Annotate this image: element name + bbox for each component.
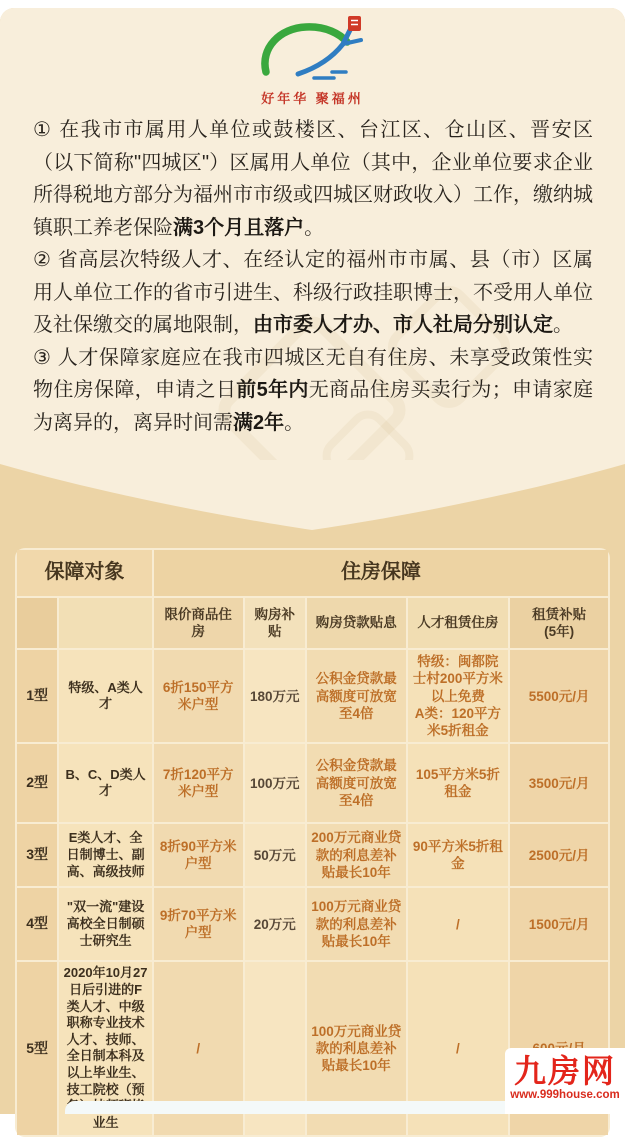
talent-category-cell: "双一流"建设高校全日制硕士研究生	[59, 888, 152, 960]
benefit-cell: 2500元/月	[510, 824, 608, 886]
text-segment: 。	[304, 216, 325, 239]
brand-site-url: www.999house.com	[510, 1089, 620, 1101]
text-segment: 满3个月且落户	[173, 216, 305, 239]
row-type-cell: 5型	[17, 962, 57, 1134]
brand-logo: 九房网	[513, 1053, 616, 1089]
benefit-cell: 180万元	[245, 650, 305, 742]
benefit-cell: 20万元	[245, 888, 305, 960]
table-row	[17, 650, 608, 742]
text-segment: 由市委人才办、市人社局分别认定	[253, 314, 553, 336]
benefit-cell: 9折70平方米户型	[154, 888, 243, 960]
benefit-cell: 90平方米5折租金	[408, 824, 509, 886]
policy-paragraph-1	[33, 114, 593, 244]
benefit-cell: 200万元商业贷款的利息差补贴最长10年	[307, 824, 406, 886]
benefit-cell: 3500元/月	[510, 744, 608, 822]
intro-panel	[0, 8, 625, 460]
benefit-cell: 公积金贷款最高额度可放宽至4倍	[307, 650, 406, 742]
row-type-cell: 4型	[17, 888, 57, 960]
text-segment: 。	[553, 314, 573, 336]
benefit-cell: 100万元商业贷款的利息差补贴最长10年	[307, 962, 406, 1134]
benefit-cell: /	[408, 888, 509, 960]
text-segment: 前5年内	[236, 379, 309, 401]
table-subheader-empty	[17, 598, 57, 648]
col-header-rental-housing: 人才租赁住房	[408, 598, 509, 648]
talent-category-cell: 2020年10月27日后引进的F类人才、中级职称专业技术人才、技师、全日制本科及以上毕业生、技工院校（预 业生	[59, 962, 152, 1134]
talent-category-cell: 特级、A类人才	[59, 650, 152, 742]
table-row	[17, 888, 608, 960]
poster-card	[0, 8, 625, 1130]
text-segment: ② 省高层次特级人才、在经认定的福州市市属、县（市）区属用人单位工作的省市引进生、科级行政挂职博士，不受用人单位及社保缴交的属地限制，	[33, 249, 593, 336]
benefit-cell: /	[408, 962, 509, 1134]
benefit-cell: 100万元商业贷款的利息差补贴最长10年	[307, 888, 406, 960]
col-header-loan-discount: 购房贷款贴息	[307, 598, 406, 648]
text-segment: ① 在我市市属用人单位或鼓楼区、台江区、仓山区、晋安区（以下简称"四城区"）区属用人单位（其中，企业单位要求企业所得税地方部分为福州市市级或四城区财政收入）工作，缴纳城镇职工养老保险	[33, 119, 593, 239]
benefit-cell: 公积金贷款最高额度可放宽至4倍	[307, 744, 406, 822]
table-header-target-group: 保障对象	[17, 550, 152, 596]
text-segment: ③ 人才保障家庭应在我市四城区无自有住房、未享受政策性实物住房保障，申请之日	[33, 346, 593, 401]
policy-intro	[33, 114, 593, 439]
brand-watermark	[505, 1048, 625, 1114]
table-row	[17, 824, 608, 886]
benefit-cell: 7折120平方米户型	[154, 744, 243, 822]
table-header-housing-group: 住房保障	[154, 550, 608, 596]
row-type-cell: 2型	[17, 744, 57, 822]
header-logo	[0, 14, 625, 107]
fuzhou-brush-logo-icon	[238, 14, 388, 86]
col-header-price-housing: 限价商品住房	[154, 598, 243, 648]
table-subheader-empty	[59, 598, 152, 648]
benefit-cell: 50万元	[245, 824, 305, 886]
table-row	[17, 744, 608, 822]
panel-curved-edge	[0, 460, 625, 530]
benefit-cell: /	[154, 962, 243, 1134]
logo-slogan: 好年华 聚福州	[261, 91, 364, 106]
benefit-cell: 8折90平方米户型	[154, 824, 243, 886]
text-segment: 满2年	[233, 411, 285, 434]
benefit-cell: 100万元	[245, 744, 305, 822]
benefit-cell: 105平方米5折租金	[408, 744, 509, 822]
policy-paragraph-2	[33, 244, 593, 342]
policy-paragraph-3	[33, 342, 593, 440]
col-header-rent-subsidy: 租赁补贴 (5年)	[510, 598, 608, 648]
talent-category-cell: E类人才、全日制博士、副高、高级技师	[59, 824, 152, 886]
benefit-cell: 5500元/月	[510, 650, 608, 742]
col-header-purchase-subsidy: 购房补贴	[245, 598, 305, 648]
text-segment: 无商品住房买卖行为；申请家庭为离异的，离异时间需	[33, 379, 594, 434]
benefit-cell: 特级：闽都院士村200平方米以上免费 A类：120平方米5折租金	[408, 650, 509, 742]
row-type-cell: 3型	[17, 824, 57, 886]
benefit-cell: 1500元/月	[510, 888, 608, 960]
benefit-cell: 6折150平方米户型	[154, 650, 243, 742]
text-segment: 。	[284, 411, 305, 434]
talent-category-cell: B、C、D类人才	[59, 744, 152, 822]
row-type-cell: 1型	[17, 650, 57, 742]
